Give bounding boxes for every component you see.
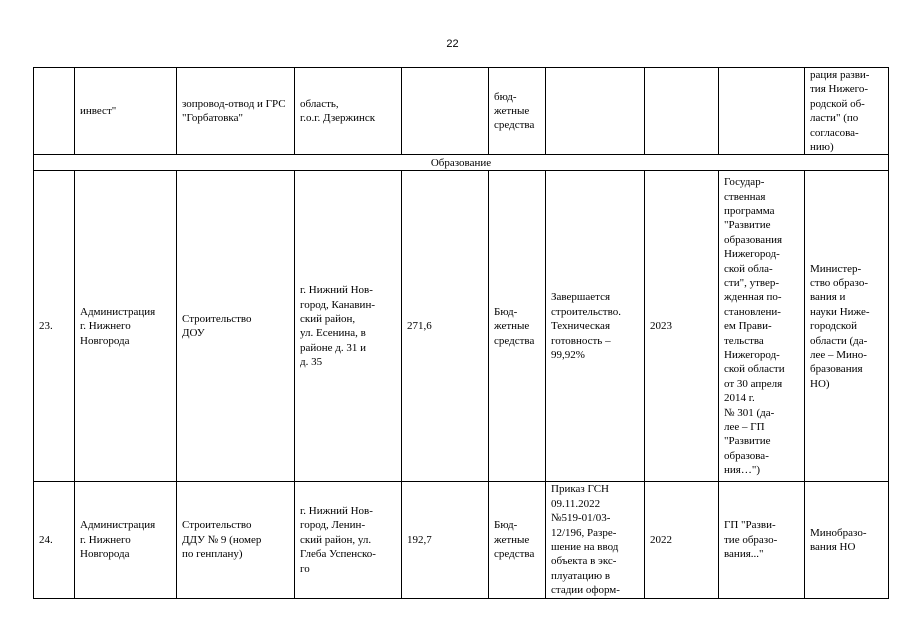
- cell-location: г. Нижний Нов- город, Канавин- ский район, ул. Есенина, в районе д. 31 и д. 35: [295, 171, 402, 482]
- cell-status: Завершается строительство. Техническая готовность – 99,92%: [546, 171, 645, 482]
- cell-responsible: Министер- ство образо- вания и науки Ниже- городской области (да- лее – Мино- бразования НО): [805, 171, 889, 482]
- cell-applicant: инвест": [75, 68, 177, 155]
- cell-source: Бюд- жетные средства: [489, 482, 546, 598]
- page-number: 22: [446, 38, 459, 50]
- cell-object: Строительство ДДУ № 9 (номер по генплану): [177, 482, 295, 598]
- cell-applicant: Администрация г. Нижнего Новгорода: [75, 171, 177, 482]
- cell-program: ГП "Разви- тие образо- вания...": [719, 482, 805, 598]
- cell-program: [719, 68, 805, 155]
- section-row: [34, 155, 889, 171]
- cell-source: Бюд- жетные средства: [489, 171, 546, 482]
- cell-year: [645, 68, 719, 155]
- cell-applicant: Администрация г. Нижнего Новгорода: [75, 482, 177, 598]
- cell-year: 2023: [645, 171, 719, 482]
- cell-num: 23.: [34, 171, 75, 482]
- cell-cost: 192,7: [402, 482, 489, 598]
- cell-status: Приказ ГСН 09.11.2022 №519-01/03- 12/196, Разре- шение на ввод объекта в экс- плуатацию в стадии оформ-: [546, 482, 645, 598]
- cell-responsible: Минобразо- вания НО: [805, 482, 889, 598]
- table-row: [34, 68, 889, 155]
- document-table: [33, 67, 889, 599]
- cell-program: Государ- ственная программа "Развитие образования Нижегород- ской обла- сти", утвер- жденная по- становлени- ем Прави- тельства Нижегород- ской области от 30 апреля 2014 г. № 301 (да- лее – ГП "Развитие образова- ния…"): [719, 171, 805, 482]
- cell-responsible: рация разви- тия Нижего- родской об- ласти" (по согласова- нию): [805, 68, 889, 155]
- table-row: [34, 482, 889, 598]
- cell-location: г. Нижний Нов- город, Ленин- ский район, ул. Глеба Успенско- го: [295, 482, 402, 598]
- table-row: [34, 171, 889, 482]
- section-title: Образование: [34, 155, 889, 171]
- cell-num: 24.: [34, 482, 75, 598]
- cell-cost: [402, 68, 489, 155]
- cell-object: Строительство ДОУ: [177, 171, 295, 482]
- cell-cost: 271,6: [402, 171, 489, 482]
- cell-status: [546, 68, 645, 155]
- cell-location: область, г.о.г. Дзержинск: [295, 68, 402, 155]
- cell-object: зопровод-отвод и ГРС "Горбатовка": [177, 68, 295, 155]
- cell-source: бюд- жетные средства: [489, 68, 546, 155]
- cell-num: [34, 68, 75, 155]
- cell-year: 2022: [645, 482, 719, 598]
